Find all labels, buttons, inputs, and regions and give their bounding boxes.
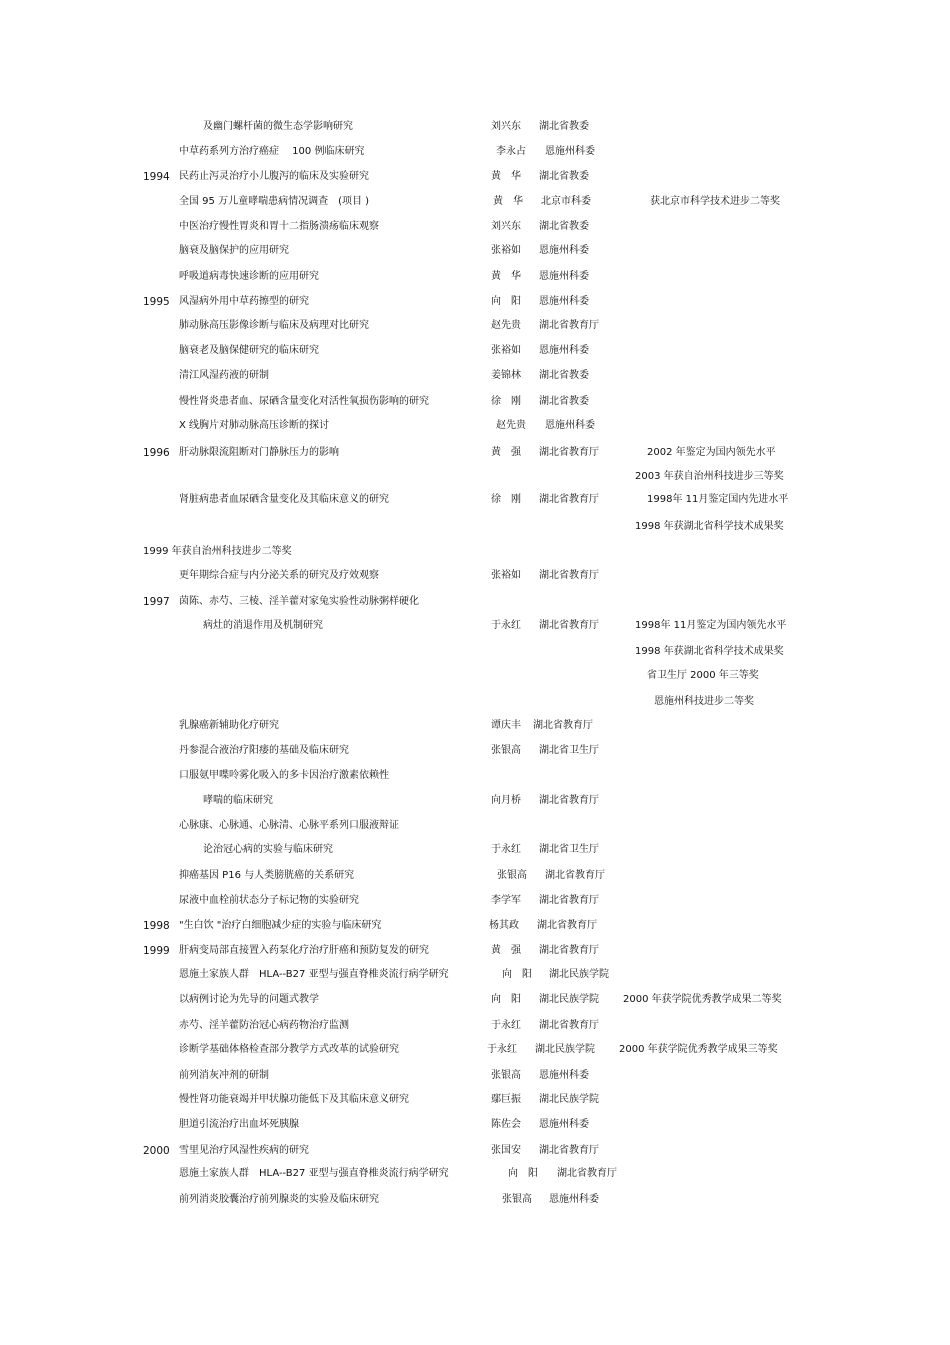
project-title: 恩施土家族人群 HLA--B27 亚型与强直脊椎炎流行病学研究 [179, 969, 449, 980]
funding-org: 恩施州科委 [539, 1119, 589, 1130]
funding-org: 恩施州科委 [545, 420, 595, 431]
project-title: 以病例讨论为先导的问题式教学 [179, 994, 319, 1005]
funding-org: 湖北省教育厅 [533, 720, 593, 731]
project-title: 诊断学基础体格检查部分教学方式改革的试验研究 [179, 1044, 399, 1055]
funding-org: 湖北省教委 [539, 121, 589, 132]
project-title: 更年期综合症与内分泌关系的研究及疗效观察 [179, 570, 379, 581]
researcher-name: 于永红 [491, 1020, 521, 1031]
project-title: 前列消灰冲剂的研制 [179, 1070, 269, 1081]
project-title: 中草药系列方治疗癌症 100 例临床研究 [179, 146, 365, 157]
year-label: 1995 [143, 296, 170, 308]
project-title: 脑衰老及脑保健研究的临床研究 [179, 345, 319, 356]
award-note: 2002 年鉴定为国内领先水平 [647, 447, 776, 458]
project-title: 心脉康、心脉通、心脉清、心脉平系列口服液辩证 [179, 820, 399, 831]
project-title: 口服氨甲喋呤雾化吸入的多卡因治疗激素依赖性 [179, 770, 389, 781]
project-title: 民药止泻灵治疗小儿腹泻的临床及实验研究 [179, 171, 369, 182]
researcher-name: 向月桥 [491, 795, 521, 806]
project-title: 尿液中血栓前状态分子标记物的实验研究 [179, 895, 359, 906]
project-title: 肝病变局部直接置入药泵化疗治疗肝癌和预防复发的研究 [179, 945, 429, 956]
funding-org: 北京市科委 [541, 196, 591, 207]
award-note: 2003 年获自治州科技进步三等奖 [635, 471, 784, 482]
researcher-name: 赵先贵 [491, 320, 521, 331]
researcher-name: 向 阳 [491, 296, 521, 307]
funding-org: 湖北省教育厅 [539, 570, 599, 581]
project-title: 全国 95 万儿童哮喘患病情况调查 (项目 ) [179, 196, 370, 207]
award-note-standalone: 1999 年获自治州科技进步二等奖 [143, 546, 292, 557]
year-label: 1998 [143, 920, 170, 932]
project-title: 病灶的消退作用及机制研究 [203, 620, 323, 631]
funding-org: 湖北省教育厅 [537, 920, 597, 931]
project-title: 丹参混合液治疗阳痿的基础及临床研究 [179, 745, 349, 756]
funding-org: 恩施州科委 [539, 245, 589, 256]
researcher-name: 李学军 [491, 895, 521, 906]
funding-org: 湖北省教委 [539, 370, 589, 381]
award-note: 恩施州科技进步二等奖 [654, 696, 754, 707]
year-label: 1994 [143, 171, 170, 183]
project-title: 恩施土家族人群 HLA--B27 亚型与强直脊椎炎流行病学研究 [179, 1168, 449, 1179]
researcher-name: 杨其政 [489, 920, 519, 931]
award-note: 1998 年获湖北省科学技术成果奖 [635, 646, 784, 657]
researcher-name: 向 阳 [508, 1168, 538, 1179]
researcher-name: 姜锦林 [491, 370, 521, 381]
project-title: 茵陈、赤芍、三棱、淫羊藿对家兔实验性动脉粥样硬化 [179, 596, 419, 607]
funding-org: 恩施州科委 [539, 345, 589, 356]
researcher-name: 向 阳 [491, 994, 521, 1005]
researcher-name: 黄 华 [491, 271, 521, 282]
project-title: 哮喘的临床研究 [203, 795, 273, 806]
project-title: 风湿病外用中草药擦型的研究 [179, 296, 309, 307]
award-note: 2000 年获学院优秀教学成果二等奖 [623, 994, 782, 1005]
project-title: "生白饮 "治疗白细胞减少症的实验与临床研究 [179, 920, 382, 931]
researcher-name: 黄 华 [491, 171, 521, 182]
researcher-name: 陈佐会 [491, 1119, 521, 1130]
researcher-name: 谭庆丰 [491, 720, 521, 731]
funding-org: 湖北省教育厅 [557, 1168, 617, 1179]
award-note: 省卫生厅 2000 年三等奖 [647, 670, 759, 681]
researcher-name: 李永占 [496, 146, 526, 157]
project-title: 中医治疗慢性胃炎和胃十二指肠溃疡临床观察 [179, 221, 379, 232]
funding-org: 恩施州科委 [539, 296, 589, 307]
researcher-name: 刘兴东 [491, 221, 521, 232]
researcher-name: 于永红 [491, 844, 521, 855]
researcher-name: 鄢巨振 [491, 1094, 521, 1105]
funding-org: 湖北省教育厅 [539, 620, 599, 631]
funding-org: 湖北省教育厅 [539, 895, 599, 906]
researcher-name: 黄 强 [491, 447, 521, 458]
funding-org: 湖北省教委 [539, 396, 589, 407]
funding-org: 湖北省教育厅 [539, 1145, 599, 1156]
project-title: 清江风湿药液的研制 [179, 370, 269, 381]
year-label: 1999 [143, 945, 170, 957]
funding-org: 湖北省教育厅 [539, 320, 599, 331]
funding-org: 湖北民族学院 [549, 969, 609, 980]
project-title: 及幽门螺杆菌的微生态学影响研究 [203, 121, 353, 132]
award-note: 1998 年获湖北省科学技术成果奖 [635, 521, 784, 532]
researcher-name: 张银高 [491, 745, 521, 756]
year-label: 2000 [143, 1145, 170, 1157]
funding-org: 湖北省教委 [539, 171, 589, 182]
project-title: X 线胸片对肺动脉高压诊断的探讨 [179, 420, 330, 431]
project-title: 论治冠心病的实验与临床研究 [203, 844, 333, 855]
funding-org: 湖北民族学院 [539, 994, 599, 1005]
project-title: 前列消炎胶囊治疗前列腺炎的实验及临床研究 [179, 1194, 379, 1205]
researcher-name: 张银高 [502, 1194, 532, 1205]
funding-org: 恩施州科委 [545, 146, 595, 157]
funding-org: 湖北省教育厅 [539, 945, 599, 956]
researcher-name: 张银高 [497, 870, 527, 881]
researcher-name: 于永红 [491, 620, 521, 631]
funding-org: 湖北省教育厅 [545, 870, 605, 881]
project-title: 肺动脉高压影像诊断与临床及病理对比研究 [179, 320, 369, 331]
funding-org: 恩施州科委 [539, 271, 589, 282]
project-title: 脑衰及脑保护的应用研究 [179, 245, 289, 256]
award-note: 获北京市科学技术进步二等奖 [650, 196, 780, 207]
project-title: 肝动脉限流阻断对门静脉压力的影响 [179, 447, 339, 458]
funding-org: 湖北省教委 [539, 221, 589, 232]
researcher-name: 徐 刚 [491, 494, 521, 505]
researcher-name: 张裕如 [491, 570, 521, 581]
researcher-name: 徐 刚 [491, 396, 521, 407]
funding-org: 恩施州科委 [549, 1194, 599, 1205]
funding-org: 湖北省卫生厅 [539, 745, 599, 756]
researcher-name: 赵先贵 [496, 420, 526, 431]
funding-org: 湖北省教育厅 [539, 447, 599, 458]
project-title: 赤芍、淫羊藿防治冠心病药物治疗监测 [179, 1020, 349, 1031]
researcher-name: 黄 华 [493, 196, 523, 207]
funding-org: 湖北省教育厅 [539, 795, 599, 806]
project-title: 呼吸道病毒快速诊断的应用研究 [179, 271, 319, 282]
award-note: 1998年 11月鉴定为国内领先水平 [635, 620, 787, 631]
project-title: 慢性肾炎患者血、尿硒含量变化对活性氧损伤影响的研究 [179, 396, 429, 407]
researcher-name: 张裕如 [491, 345, 521, 356]
project-title: 慢性肾功能衰竭并甲状腺功能低下及其临床意义研究 [179, 1094, 409, 1105]
researcher-name: 张裕如 [491, 245, 521, 256]
funding-org: 湖北省卫生厅 [539, 844, 599, 855]
project-title: 乳腺癌新辅助化疗研究 [179, 720, 279, 731]
researcher-name: 张国安 [491, 1145, 521, 1156]
funding-org: 湖北民族学院 [539, 1094, 599, 1105]
researcher-name: 张银高 [491, 1070, 521, 1081]
funding-org: 湖北省教育厅 [539, 494, 599, 505]
researcher-name: 于永红 [487, 1044, 517, 1055]
funding-org: 湖北省教育厅 [539, 1020, 599, 1031]
year-label: 1996 [143, 447, 170, 459]
year-label: 1997 [143, 596, 170, 608]
project-title: 胆道引流治疗出血坏死胰腺 [179, 1119, 299, 1130]
award-note: 2000 年获学院优秀教学成果三等奖 [619, 1044, 778, 1055]
project-title: 肾脏病患者血尿硒含量变化及其临床意义的研究 [179, 494, 389, 505]
project-title: 雪里见治疗风湿性疾病的研究 [179, 1145, 309, 1156]
researcher-name: 黄 强 [491, 945, 521, 956]
funding-org: 恩施州科委 [539, 1070, 589, 1081]
project-title: 抑癌基因 P16 与人类膀胱癌的关系研究 [179, 870, 355, 881]
researcher-name: 刘兴东 [491, 121, 521, 132]
funding-org: 湖北民族学院 [535, 1044, 595, 1055]
award-note: 1998年 11月鉴定国内先进水平 [647, 494, 789, 505]
researcher-name: 向 阳 [502, 969, 532, 980]
